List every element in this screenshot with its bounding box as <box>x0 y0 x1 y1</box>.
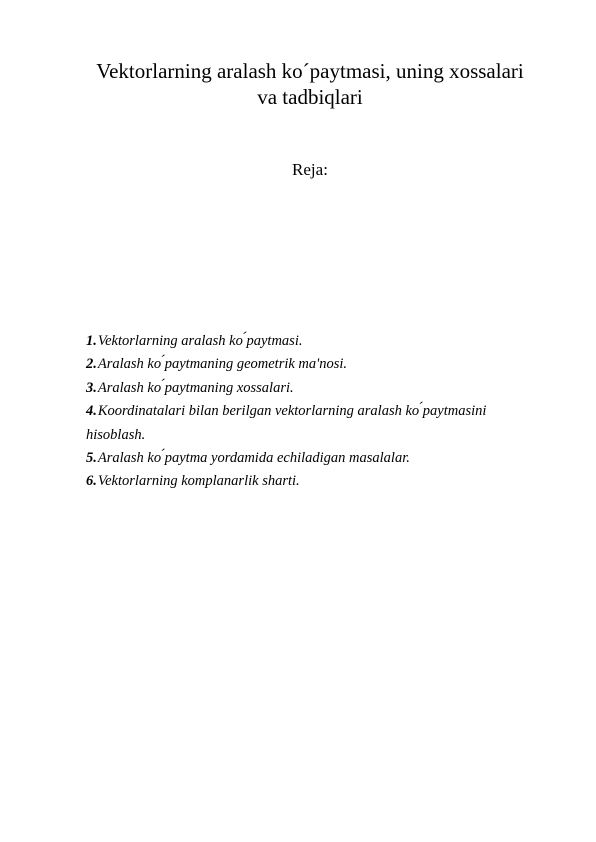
plan-item-number: 4. <box>86 403 97 420</box>
plan-item <box>86 470 536 493</box>
plan-item <box>86 353 536 376</box>
title-line-2: va tadbiqlari <box>257 85 363 109</box>
plan-item-number: 2. <box>86 356 97 373</box>
plan-item-text: Aralash ko ́paytmaning xossalari. <box>97 379 294 396</box>
plan-item-number: 3. <box>86 379 97 396</box>
plan-item <box>86 330 536 353</box>
document-title <box>60 58 560 110</box>
plan-item-text: Aralash ko ́paytma yordamida echiladigan masalalar. <box>97 450 410 467</box>
plan-item-number: 5. <box>86 450 97 467</box>
plan-item <box>86 377 536 400</box>
plan-list <box>86 330 536 494</box>
plan-item <box>86 447 536 470</box>
plan-item-text: Vektorlarning aralash ko ́paytmasi. <box>97 333 303 349</box>
plan-item <box>86 400 536 447</box>
plan-item-text: Aralash ko ́paytmaning geometrik ma'nosi. <box>97 356 348 373</box>
plan-heading: Reja: <box>292 160 328 179</box>
plan-item-text: Koordinatalari bilan berilgan vektorlarning aralash ko ́paytmasini hisoblash. <box>86 403 487 443</box>
plan-item-number: 1. <box>86 333 97 349</box>
plan-item-text: Vektorlarning komplanarlik sharti. <box>97 473 300 490</box>
title-line-1: Vektorlarning aralash ko´paytmasi, uning xossalari <box>96 59 524 83</box>
plan-item-number: 6. <box>86 473 97 490</box>
